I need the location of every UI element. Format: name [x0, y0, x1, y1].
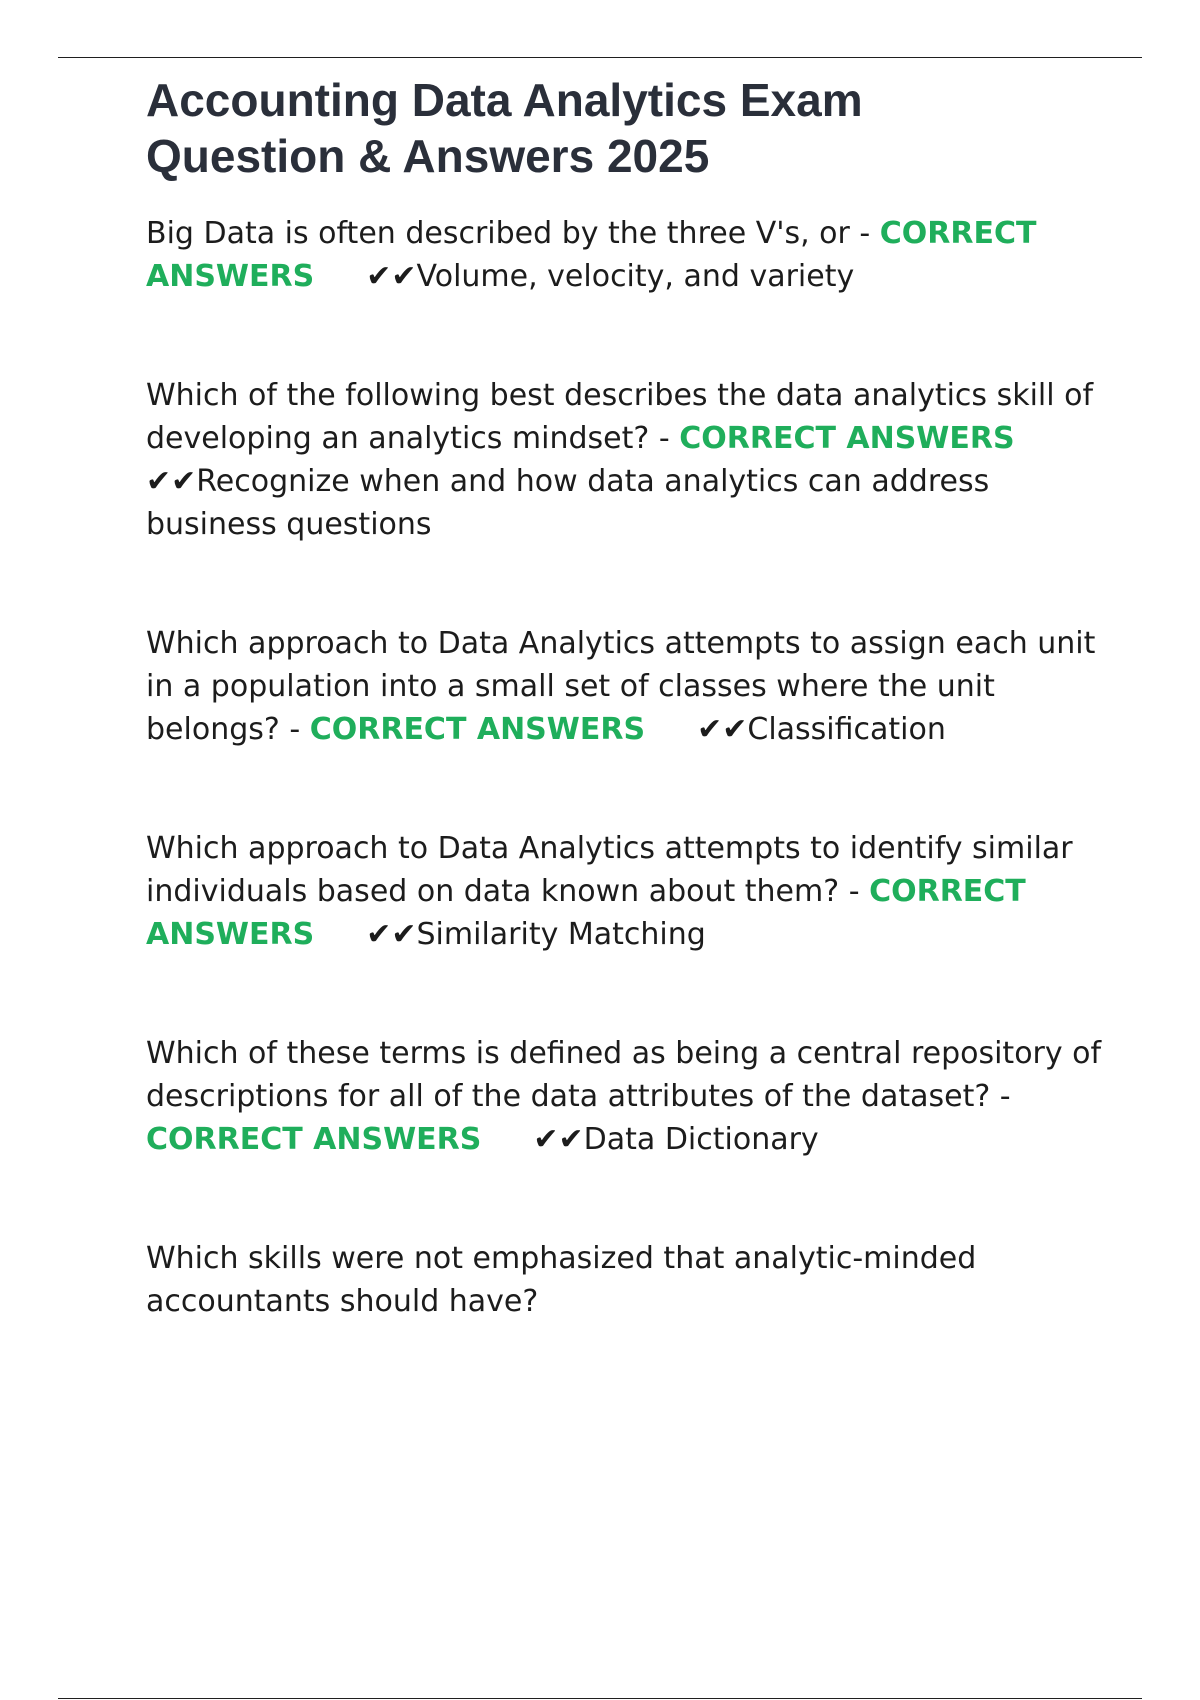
qa-item-5	[146, 1032, 1106, 1161]
question-text: Which approach to Data Analytics attempts to identify similar individuals based on data known about them? -	[146, 831, 1073, 909]
top-divider	[58, 57, 1142, 58]
qa-item-1	[146, 212, 1106, 298]
qa-item-4	[146, 827, 1106, 956]
correct-answers-label: CORRECT ANSWERS	[146, 874, 1026, 952]
question-text: Which skills were not emphasized that analytic-minded accountants should have?	[146, 1241, 977, 1319]
document-body	[146, 72, 1106, 1323]
double-check-icon: ✔✔	[146, 464, 197, 499]
correct-answers-label: CORRECT ANSWERS	[679, 421, 1015, 456]
question-text: Which approach to Data Analytics attempts to assign each unit in a population into a small set of classes where the unit belongs? -	[146, 626, 1096, 747]
question-text: Which of these terms is defined as being a central repository of descriptions for all of the data attributes of the dataset? -	[146, 1036, 1102, 1114]
answer-text: Similarity Matching	[416, 917, 706, 952]
answer-text: Recognize when and how data analytics can address business questions	[146, 464, 990, 542]
question-text: Which of the following best describes the data analytics skill of developing an analytics mindset? -	[146, 378, 1094, 456]
double-check-icon: ✔✔	[366, 259, 417, 294]
double-check-icon: ✔✔	[533, 1122, 584, 1157]
question-text: Big Data is often described by the three V's, or -	[146, 216, 871, 251]
qa-item-2	[146, 374, 1106, 546]
qa-item-6	[146, 1237, 1106, 1323]
answer-text: Volume, velocity, and variety	[416, 259, 855, 294]
answer-text: Classification	[747, 712, 946, 747]
correct-answers-label: CORRECT ANSWERS	[146, 216, 1037, 294]
correct-answers-label: CORRECT ANSWERS	[146, 1122, 482, 1157]
double-check-icon: ✔✔	[366, 917, 417, 952]
document-title: Accounting Data Analytics Exam Question & Answers 2025	[146, 74, 863, 182]
qa-item-3	[146, 622, 1106, 751]
answer-text: Data Dictionary	[583, 1122, 819, 1157]
correct-answers-label: CORRECT ANSWERS	[309, 712, 646, 747]
double-check-icon: ✔✔	[697, 712, 748, 747]
bottom-divider	[58, 1698, 1142, 1699]
